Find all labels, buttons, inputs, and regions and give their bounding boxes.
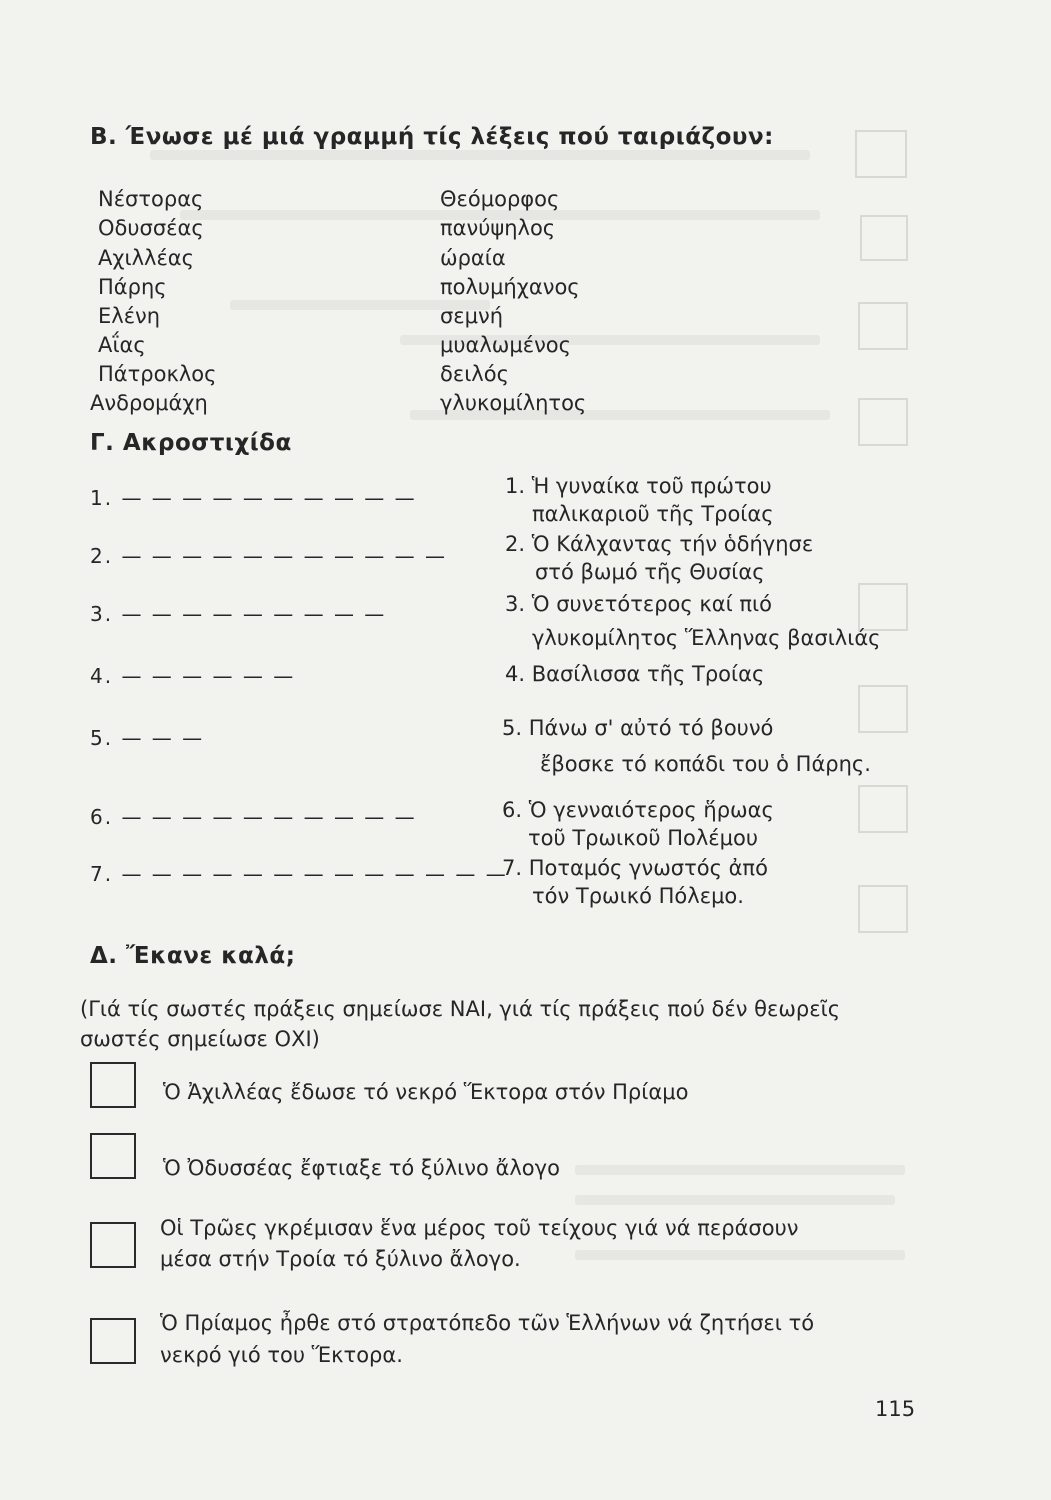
- acrostic-clue: τόν Τρωικό Πόλεμο.: [532, 884, 744, 908]
- acrostic-blank[interactable]: 4. — — — — — —: [90, 664, 296, 688]
- match-name: Ελένη: [98, 304, 161, 328]
- acrostic-clue: 1. Ἡ γυναίκα τοῦ πρώτου: [505, 474, 772, 498]
- match-adjective: Θεόμορφος: [440, 187, 560, 211]
- statement-text: νεκρό γιό του Ἕκτορα.: [160, 1343, 403, 1367]
- bleed-through-box: [858, 785, 908, 833]
- acrostic-blank[interactable]: 7. — — — — — — — — — — — — —: [90, 862, 508, 886]
- match-adjective: μυαλωμένος: [440, 333, 571, 357]
- instructions-text: (Γιά τίς σωστές πράξεις σημείωσε ΝΑΙ, γιά τίς πράξεις πού δέν θεωρεῖς: [80, 997, 841, 1021]
- page-number: 115: [875, 1397, 916, 1421]
- bleed-through-box: [855, 130, 907, 178]
- acrostic-clue: τοῦ Τρωικοῦ Πολέμου: [528, 826, 758, 850]
- acrostic-blank[interactable]: 5. — — —: [90, 726, 205, 750]
- statement-text: Οἱ Τρῶες γκρέμισαν ἕνα μέρος τοῦ τείχους γιά νά περάσουν: [160, 1216, 799, 1240]
- acrostic-clue: 7. Ποταμός γνωστός ἀπό: [502, 856, 768, 880]
- answer-checkbox[interactable]: [90, 1062, 136, 1108]
- acrostic-clue: ἔβοσκε τό κοπάδι του ὁ Πάρης.: [540, 752, 871, 776]
- bleed-through-line: [575, 1195, 895, 1205]
- bleed-through-box: [858, 398, 908, 446]
- bleed-through-box: [858, 685, 908, 733]
- match-name: Πάτροκλος: [98, 362, 217, 386]
- section-b-heading: B. Ένωσε μέ μιά γραμμή τίς λέξεις πού ταιριάζουν:: [90, 124, 774, 150]
- bleed-through-box: [858, 302, 908, 350]
- match-name: Πάρης: [98, 275, 167, 299]
- acrostic-clue: 3. Ὁ συνετότερος καί πιό: [505, 592, 773, 616]
- acrostic-clue: 6. Ὁ γενναιότερος ἥρωας: [502, 798, 774, 822]
- match-adjective: δειλός: [440, 362, 509, 386]
- match-adjective: ώραία: [440, 246, 506, 270]
- match-name: Νέστορας: [98, 187, 204, 211]
- instructions-text: σωστές σημείωσε ΟΧΙ): [80, 1027, 320, 1051]
- answer-checkbox[interactable]: [90, 1222, 136, 1268]
- bleed-through-box: [858, 583, 908, 631]
- acrostic-clue: παλικαριοῦ τῆς Τροίας: [532, 502, 774, 526]
- acrostic-clue: 5. Πάνω σ' αὐτό τό βουνό: [502, 716, 774, 740]
- acrostic-blank[interactable]: 1. — — — — — — — — — —: [90, 486, 417, 510]
- match-name: Οδυσσέας: [98, 216, 204, 240]
- acrostic-clue: στό βωμό τῆς Θυσίας: [535, 560, 765, 584]
- section-g-heading: Γ. Ακροστιχίδα: [90, 430, 292, 456]
- match-name: Ανδρομάχη: [90, 391, 208, 415]
- bleed-through-line: [150, 150, 810, 160]
- statement-text: Ὁ Πρίαμος ἦρθε στό στρατόπεδο τῶν Ἑλλήνων νά ζητήσει τό: [160, 1311, 815, 1335]
- acrostic-clue: 4. Βασίλισσα τῆς Τροίας: [505, 662, 765, 686]
- acrostic-clue: γλυκομίλητος Ἕλληνας βασιλιάς: [532, 626, 881, 650]
- answer-checkbox[interactable]: [90, 1318, 136, 1364]
- bleed-through-box: [860, 215, 908, 261]
- match-adjective: σεμνή: [440, 304, 504, 328]
- acrostic-clue: 2. Ὁ Κάλχαντας τήν ὁδήγησε: [505, 532, 814, 556]
- acrostic-blank[interactable]: 6. — — — — — — — — — —: [90, 805, 417, 829]
- bleed-through-line: [575, 1165, 905, 1175]
- acrostic-blank[interactable]: 2. — — — — — — — — — — —: [90, 544, 448, 568]
- statement-text: Ὁ Ἀχιλλέας ἔδωσε τό νεκρό Ἕκτορα στόν Πρίαμο: [163, 1080, 689, 1104]
- answer-checkbox[interactable]: [90, 1133, 136, 1179]
- statement-text: Ὁ Ὀδυσσέας ἔφτιαξε τό ξύλινο ἄλογο: [163, 1156, 560, 1180]
- bleed-through-line: [575, 1250, 905, 1260]
- bleed-through-box: [858, 885, 908, 933]
- match-adjective: πολυμήχανος: [440, 275, 580, 299]
- match-name: Αχιλλέας: [98, 246, 194, 270]
- statement-text: μέσα στήν Τροία τό ξύλινο ἄλογο.: [160, 1247, 521, 1271]
- acrostic-blank[interactable]: 3. — — — — — — — — —: [90, 602, 387, 626]
- match-adjective: γλυκομίλητος: [440, 391, 587, 415]
- section-d-heading: Δ. Ἔκανε καλά;: [90, 943, 296, 969]
- match-adjective: πανύψηλος: [440, 216, 556, 240]
- match-name: Αΐας: [98, 333, 146, 357]
